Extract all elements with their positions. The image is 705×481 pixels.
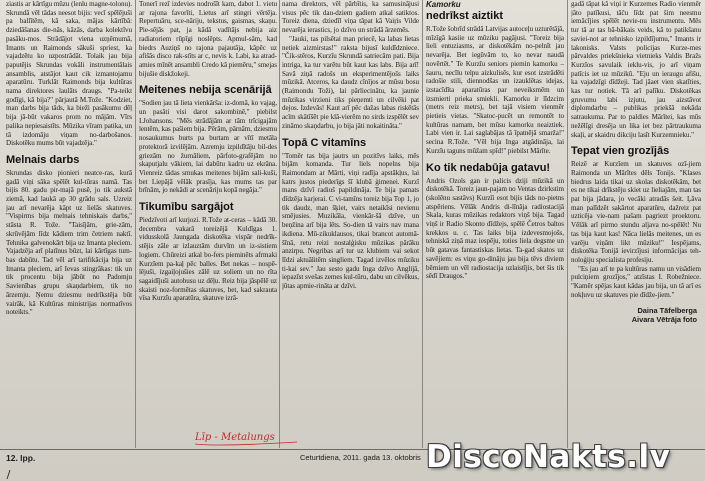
- paragraph: Piedzīvoti arī kurjozi. R.Tože at-ceras – kādā 30. decembra vakarā toreizējā Kuldīgas 1. vidusskolā Jaungada diskotēka vispār nedrīk-stējis zāle ar izlauztām durvīm un iz-sistiem logiem. Chūreizi atkal bo-fers pieminēts afrmaki Kurzīem pa-kaļ pēc balles. Bet nekas – nospē-lējuši, izgaiļojušies zālē uz soliem un no rīta sagaidījuši autobusu uz dēļu. Reiz bija jāspēlē uz skaisti noz-formētas skatuves, bet, kad sakrauta vīsa Kurzīu aparatūra, skatuve izrā-: [139, 216, 277, 303]
- handwritten-signature: [193, 425, 303, 451]
- paragraph: Skrundas disko pionieri neatce-ras, kurā gadā viņi sāka spēlēt kul-tūras namā. Tas bijis 80. gadu pir-majā pusē, jo tik aukstā ziemā, kad laukā ap 30 grādu sals. Uzreiz jau arī nevarēja kāpt uz lielās skatuves. "Vispirms bija melnais tehniskais darbs," stāsta R. Tože. "Taisījām, grie-zām, skrūvējām līdz kādiem trim četriem naktī. Tehnika galvenokārt bija uz Imanta pleciem. Vajadzēja arī platīnus būzt, lai kārtīgas tum-bas dabūtu. Tad vēl arī tarifikācija bija uz Imanta pleciem, arī Ievas stingrākas: tik un tik procentu bija jābūt no Padomju Savienības grupu skaņdarbiem, tik no ārzemju. Ņemu dziesmu nedrīkstēja būt vairāk, kā Kultūras ministrijas normatīvos noteikts.": [6, 168, 132, 317]
- photo-credit: Aivara Vētrāja foto: [631, 314, 697, 324]
- paragraph: "Es jau arī te pa kultūras namu un visādiem pulciņiem grozījos," atzīstas I. Robežniece. "Kamēr spējas kaut kādas jau bija, un tā arī es nokļuvu uz skatuves pie dīdže-jiem.": [571, 264, 701, 299]
- page-number: 12. lpp.: [6, 453, 36, 463]
- subheading: Topā C vitamīns: [282, 136, 367, 149]
- subheading: Melnais darbs: [6, 153, 80, 166]
- paragraph: "Sodien jau tā lieta vienkārša: iz-domā, ko vajag, un pasāti visi darot sakombinē," piebilst I.Johansons. "Mēs strādājām ar tām trīcigajām lentēm, kas pašiem bija. Pērām, pārnām, dziesmu nosaukumus burts pa burtam ar vītī metāla protektorā izvilējām. Azremju izpildītāju bil-des griezām no žurnāliem, pārfoto-grafējām no skaputjalu vākiem, lai dabūtu kadru uz ekrāna. Vienreiz tādas smukas meitenes bijām sali-kuši, bet Liepājā vēlāk prasīja, kas mums tas par brīnām, jo nekādi ar scenāriju kopā negāja.": [139, 99, 277, 195]
- paragraph: R.Tože šobrīd strādā Latvijas autoceļu uzturētājā, mīzīgā kasiie uz mūziku pagājusi. "Toreiz bija lieli entuziasms, ar diskotēkām no-pelnīt jau nevarēja. Bet iegūvām to, ko nevar naudā novērtēt." Te Kurzīu seniors piemin kamorku – šauru, necīlu telpu aizkulisēs, kur esot izstrādēti radošie stili, diennodšas un izauklētas idejas, izstacīdīta aparatūras par neveiksmēm un izsmierti prieka smiekli. Kamorku ir līdzcim (metrs reiz metrs), bet tajā visiem vienmēr pietieis vietas. "Skatoc-pucēt un remontēt to kultūras namam, bet mūsu kamorku neaiztiek. Labi vien ir. Lai saglabājas tā īpatnējā smarža!" secina R.Tože. "Vēl bija Inga atgādināja, lai Kurzīu taguns mūžam spīd!" piebilst Mārīte.: [426, 25, 564, 155]
- article-column-1: [6, 0, 132, 448]
- paragraph: nama direktors, vēl pārbītis, ka samusinājusi visus pēc tik dau-dziem gadiem atkal satiktos. Toreiz diena, dziedīl viņa tāpat kā Vaiŗis Vilde nevarēja ierastics, jo dzīvo un strādā ārzemēs.: [282, 0, 419, 35]
- subheading: nedrīkst aiztikt: [426, 10, 504, 22]
- subheading: Ko tik nedabūja gatavu!: [426, 161, 551, 174]
- handwritten-signature-text: Līp - Metalungs: [195, 432, 275, 443]
- paragraph: Tonerī rezī izdevies nodrošīt kam, dabot 1. vietu ar rajona favorīti, Lietus arī stingri vērtēja. Repertuāru, sce-nāriju, tekstus, gaismas, skaņu. Pie-sējās pat, ja kādā vadītājs nebija aiz radiatoriem rūpīgi noslēpts. Apmul-sām, kad biedrs Auziņš no rajona pajautāja, kāpēc uz afišās disco rak-stīts ar c, nevis k. Labi, ka atrad-amies mīnēt ansambli Credo kā piemēru," smejas bijušie diskžokeji.: [139, 0, 277, 78]
- article-column-3: [282, 0, 419, 448]
- article-column-5: [571, 0, 701, 448]
- paragraph: Andris Ozols gan ir palicis dziji mūzikā un diskotēkā. Toreiz jaun-pajam no Ventas dzirkstim (skolēnu sastāvs) Kurzīi esot bijis tāds no-pietns atspēriens. Vēlāk Andris di-līnāja radiostacijā Skala, kuras mūzikas redaktors viņš bija. Tagad viņš ir Radio Skonto dīdžejs, spēlē Četros baltos krekkos u. c. Tas laiks bija izdevesmojošs, tehniskā ziņā maz iespēju, toties liela degsme un būt gatavas fantastiskas lietas. Ta-gad skatos uz savējiem: es viņu go-dināju jau bija tēvs diviem bērniem un vēl radiostacija uzlaistījis, bet šis tik sēdī Draugos.": [426, 176, 564, 281]
- article-column-2: [139, 0, 277, 448]
- column-divider: [422, 0, 423, 448]
- issue-date: Ceturtdiena, 2011. gada 13. oktobris: [300, 453, 421, 462]
- subheading: Tepat vien grozījās: [571, 145, 670, 158]
- paragraph: gadā tāpat kā viņi ir Kurzemes Radio vienmēr jāto patīkusi, tāču līdz pat šim neesmu iemācījies spēlēt nevie-nu instrumentu. Mēs tur tā ar tas bā-bākais veids, kā to patikšanu saviei-not ar tehnisko izpildījumu," Imants ir lakonisks. Valsts policijas Kurze-mes pārvaldes priekšnieka vietnieks Valdis Bražs Kurzīos savulaik ieklu-vis, jo arī viņam patīcis iet uz mūzikū. "Eju un ieraugu afišu, ka vajadzīgi dīdžeji. Tad jāaet vien skatīties, kas tur notiek. Tā arī palīku. Diskotēkas gruvumu labi izjutu, jau aizstāvot diplomdarbu – publikas priekšā nekāda satraukuma. Par to paldies Mārītei, kas mūs nežēlīgi dresēja un lika iet bez pārtraukuma skaļi, ar skaidru dikciju lasīt Kurzemnieku.": [571, 0, 701, 139]
- paragraph: Reizē ar Kurzīem un skatuves ozī-jiem Raimonda un Mārītes dēls Tonijs. "Klases biedrus laida tikai uz skolas diskotēkām, bet es ne tikai drīkstēju skiet uz lieliajām, man tas pat bija jādara, jo vecāki atradās šeit. Ļāva man palīdzēt sakārtot aparatūru, dažreiz pat uzticēja vie-nam pašam pagriezt proektoru. Vēlāk arī pirmo stundu aljava no-spēlēt! Nu tas bija kaut kas! Nāca lielās meitenes, un es varēju viņām likt mūziku!" Iespējams, diskotēka Tonijā ievirzījusi informācijas teh-noloģiju specialista profesiju.: [571, 160, 701, 264]
- paragraph: "Tomēr tas bija jautrs un pozitīvs laiks, mēs bijām komanda. Tur liels nopelns bija Raimondam ar Mārti, viņi radīja apstākļus, lai katrs justos piederīgs šī klubā ģimenei. Kurzī mans dzīvī radiuš papildināja. Te bija pamats dīdzēja karjerai. C vi-tamīns toreiz bija Top 1, jo tik daudz, man šķiet, vairs netaikīsi nevienu smējusies. Muzikāla, vienkār-šā dzīve, un beņžina arī bija lēts. So-dien tā vairs nav mana ikdiena. Mū-zikuklausos, tikai brancot automā-šīnā, retu reizi nostalģisku mūzikas pārāku anzirpu. Negribas arī tur uz klubiem vai sekot līdzi aktuālitēm singliem. Tagad izvēlos mūziku ti-kai sev." Jau sesto gadu Inga dzīvo Anglijā, iepazīst svešas zemes kul-tūru, dabu un cilvēkus, jūtas apmie-rināta ar dzīvi.: [282, 151, 419, 291]
- paragraph: ziastis ar kārtīgu mūzu (lenlu magne-tolonu). Skrundā vēl tādas neesot bijis: vecī spēlējuši pa ballītēm, kā saka, mājas kārtībā: dziedāšanas die-nās, kāzās, darba kolektīvu pasāku-mos. Strādājot viena uzņēmumā, Imants un Raimonds sākuši spriest, ka vajadzētu ko uzpostrādāt. Tolaik jau bija paputējis Skrundas vokāli instrumentālais ansamblis, atstājot kaut cik izmantojamu aparatūru. Turklāt Raimonds bija kultūras nama direktores laulāts draugs. "Pa-teikt godīgi, kā bija?" pārjautā M.Tože. "Kodziet, man darbs bija tāds, ka bieži pasākumu dēļ bija jā-būt vakaros prom no mājām. Vīrs palika nepiesaistīts. Mūzika vīram patika, un tā izdomāju viņam no-darbošanos. Diskotēku mums būt vajadzēja.": [6, 0, 132, 148]
- column-divider: [135, 0, 136, 448]
- column-divider: [567, 0, 568, 448]
- watermark-logo: DiscoNakts.lv: [426, 439, 671, 475]
- author-signature: Daina Tāfelberga: [637, 305, 697, 315]
- paragraph: "Jauki, tas pilsētai man priecē, ka labas lietas netiek aizmirstas!" raksta bijusī kuldīdzniece. "Čik-stēros, Kurzīu Skrundā satriecām pati. Bija intriga, ka tur varētu būt kaut kas labs. Bija arī! Savā ziņā radošs un eksperimentējošs laiks mūzikā. Atceros, ka daudz cīnījos ar mūsu bosu (Raimondu Toži), lai pārliecinātu, ka jaunie mūzikas virzieni tiks pieņemti un cilvēki pat dejos. Izdevās! Kaut arī pēc dažas labas riskētās acīm skātīšēt pie klā-vierēm no sirds izspēlēt sev zināmo skaņdarbu, jo bija jāti nokaitināta.": [282, 34, 419, 130]
- column-divider: [279, 0, 280, 448]
- subheading-kicker: Kamorku: [426, 0, 461, 9]
- subheading: Meitenes nebija scenārijā: [139, 84, 272, 97]
- subheading: Tikumību sargājot: [139, 201, 234, 214]
- article-column-4: [426, 0, 564, 448]
